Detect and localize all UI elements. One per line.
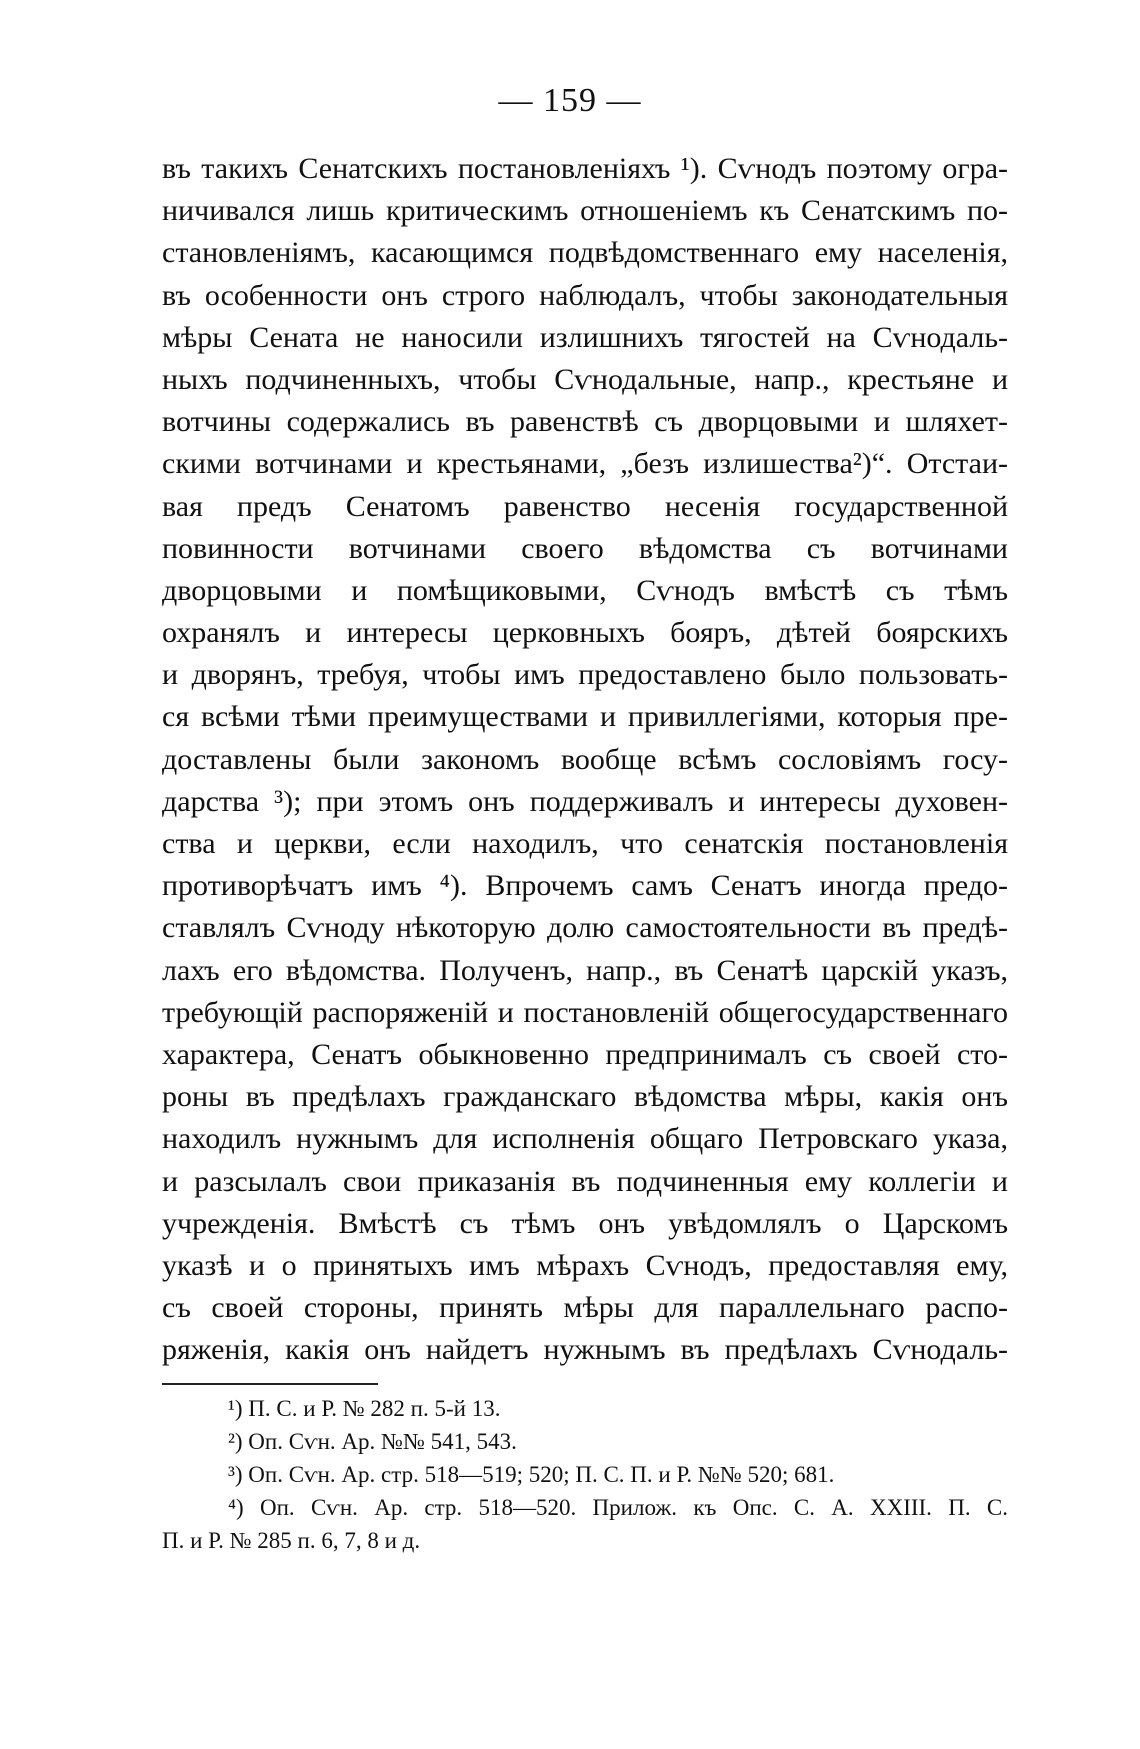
text-line: дворцовыми и помѣщиковыми, Сѵнодъ вмѣстѣ съ тѣмъ [162, 573, 1008, 607]
text-line: ставлялъ Сѵноду нѣкоторую долю самостоятельности въ предѣ- [162, 911, 1008, 945]
text-line: охранялъ и интересы церковныхъ бояръ, дѣтей боярскихъ [162, 616, 1008, 650]
text-line: и разсылалъ свои приказанiя въ подчиненныя ему коллегiи и [162, 1164, 1008, 1198]
text-line: роны въ предѣлахъ гражданскаго вѣдомства мѣры, какiя онъ [162, 1080, 1008, 1114]
footnote-1: ¹) П. С. и Р. № 282 п. 5-й 13. [228, 1396, 501, 1421]
text-line: въ особенности онъ строго наблюдалъ, чтобы законодательныя [162, 278, 1008, 312]
text-line: вотчины содержались въ равенствѣ съ дворцовыми и шляхет- [162, 405, 1008, 439]
text-line: ныхъ подчиненныхъ, чтобы Сѵнодальные, напр., крестьяне и [162, 362, 1008, 396]
footnotes [162, 1392, 1008, 1557]
text-line: скими вотчинами и крестьянами, „безъ излишества²)“. Отстаи- [162, 447, 1008, 481]
body-text [162, 148, 1008, 1371]
text-line: дарства ³); при этомъ онъ поддерживалъ и интересы духовен- [162, 784, 1008, 818]
text-line: повинности вотчинами своего вѣдомства съ вотчинами [162, 531, 1008, 565]
text-line: мѣры Сената не наносили излишнихъ тягостей на Сѵнодаль- [162, 320, 1008, 354]
footnote-2: ²) Оп. Сѵн. Ар. №№ 541, 543. [228, 1429, 517, 1454]
footnote-separator [162, 1383, 378, 1385]
text-line: ряженiя, какiя онъ найдетъ нужнымъ въ предѣлахъ Сѵнодаль- [162, 1333, 1008, 1367]
text-line: и дворянъ, требуя, чтобы имъ предоставлено было пользовать- [162, 658, 1008, 692]
text-line: указѣ и о принятыхъ имъ мѣрахъ Сѵнодъ, предоставляя ему, [162, 1248, 1008, 1282]
footnote-3: ³) Оп. Сѵн. Ар. стр. 518—519; 520; П. С. П. и Р. №№ 520; 681. [228, 1462, 835, 1487]
text-line: вая предъ Сенатомъ равенство несенiя государственной [162, 489, 1008, 523]
footnote-4-continued: П. и Р. № 285 п. 6, 7, 8 и д. [162, 1528, 421, 1553]
text-line: въ такихъ Сенатскихъ постановленiяхъ ¹). Сѵнодъ поэтому огра- [162, 152, 1008, 185]
text-line: характера, Сенатъ обыкновенно предпринималъ съ своей сто- [162, 1037, 1008, 1071]
text-line: ничивался лишь критическимъ отношенiемъ къ Сенатскимъ по- [162, 194, 1008, 228]
text-line: лахъ его вѣдомства. Полученъ, напр., въ Сенатѣ царскiй указъ, [162, 953, 1008, 987]
text-line: требующiй распоряженiй и постановленiй общегосударственнаго [162, 995, 1008, 1029]
text-line: ся всѣми тѣми преимуществами и привиллегiями, которыя пре- [162, 700, 1008, 734]
text-line: ства и церкви, если находилъ, что сенатскiя постановленiя [162, 827, 1008, 860]
text-line: учрежденiя. Вмѣстѣ съ тѣмъ онъ увѣдомлялъ о Царскомъ [162, 1206, 1008, 1240]
text-line: доставлены были закономъ вообще всѣмъ сословiямъ госу- [162, 742, 1008, 776]
text-line: находилъ нужнымъ для исполненiя общаго Петровскаго указа, [162, 1122, 1008, 1156]
text-line: съ своей стороны, принять мѣры для параллельнаго распо- [162, 1291, 1008, 1325]
page-number: — 159 — [498, 82, 642, 119]
footnote-4: ⁴) Оп. Сѵн. Ар. стр. 518—520. Прилож. къ Опс. С. А. XXIII. П. С. [228, 1495, 1008, 1520]
text-line: противорѣчатъ имъ ⁴). Впрочемъ самъ Сенатъ иногда предо- [162, 869, 1008, 903]
text-line: становленiямъ, касающимся подвѣдомственнаго ему населенiя, [162, 236, 1008, 270]
